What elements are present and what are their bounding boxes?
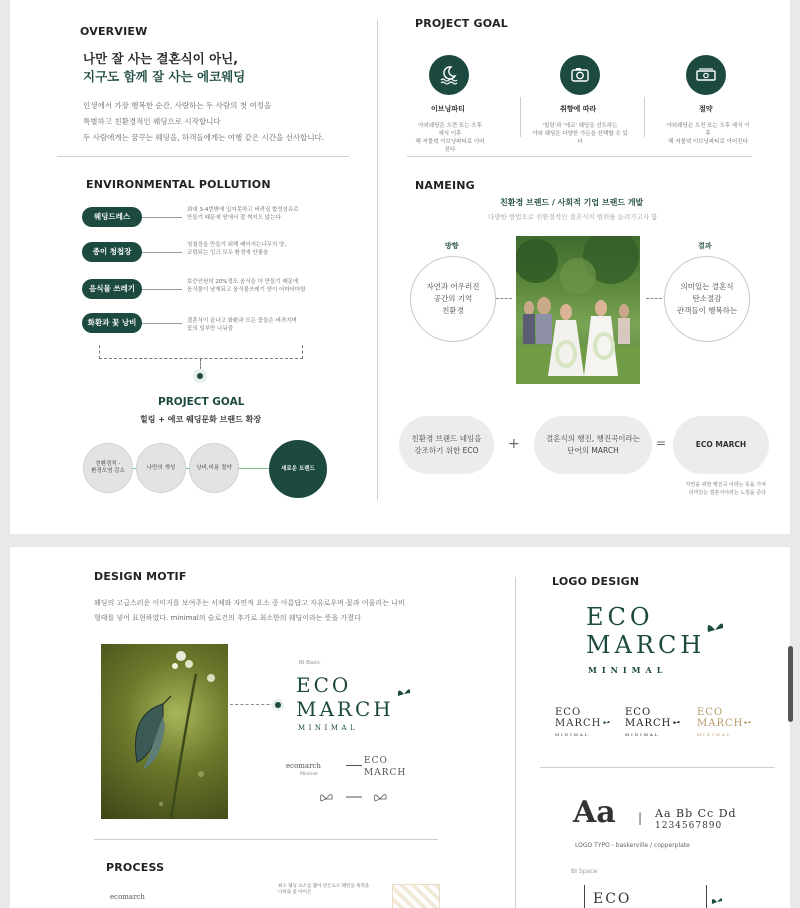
butterfly-sketch-icon bbox=[316, 787, 406, 811]
pollution-item-wedding-dress: 웨딩드레스 bbox=[82, 207, 142, 227]
guide-line bbox=[584, 885, 585, 908]
overview-body-line: 인생에서 가장 행복한 순간, 사랑하는 두 사람의 첫 여정을 bbox=[83, 101, 272, 110]
goal-label: 취향에 따라 bbox=[560, 105, 597, 113]
connector bbox=[646, 298, 662, 299]
logo-large-eco: ECO bbox=[586, 603, 654, 631]
connector bbox=[142, 323, 182, 324]
overview-headline-2: 지구도 함께 잘 사는 에코웨딩 bbox=[83, 69, 246, 84]
goal-desc: 야외웨딩은 오전 또는 오후 예식 이후 해 저물녘 이브닝파티로 이어진다 bbox=[415, 123, 485, 153]
goal-desc: 야외웨딩은 오전 또는 오후 예식 이후 해 저물녘 이브닝파티로 이어진다 bbox=[666, 123, 750, 145]
bi-basic-label: BI Basic bbox=[299, 660, 321, 666]
formula-note: 자연을 위한 행진곡 이라는 뜻을 가져 의미있는 결혼식이라는 느낌을 준다 bbox=[685, 482, 766, 496]
formula-eco: 친환경 브랜드 네임을 강조하기 위한 ECO bbox=[399, 416, 494, 474]
bracket-line bbox=[99, 345, 303, 359]
connector bbox=[496, 298, 512, 299]
typo-letters: Aa Bb Cc Dd bbox=[655, 807, 737, 820]
logo-large-minimal: MINIMAL bbox=[588, 665, 668, 675]
scrollbar-thumb[interactable] bbox=[788, 646, 793, 722]
logo-design-title: LOGO DESIGN bbox=[552, 575, 640, 588]
bi-space-label: BI Space bbox=[571, 868, 598, 875]
goal-desc: '힐링'과 '에코' 웨딩을 선도하는 야외 웨딩은 다양한 가든을 선택할 수 있다 bbox=[532, 123, 628, 145]
logo-variant-gold: ECO MARCH MINIMAL bbox=[697, 707, 744, 737]
connector bbox=[142, 289, 182, 290]
pollution-item-flowers: 화환과 꽃 낭비 bbox=[82, 313, 142, 333]
pollution-title: ENVIRONMENTAL POLLUTION bbox=[86, 178, 271, 191]
overview-body-line: 두 사람에게는 꿈꾸는 웨딩을, 하객들에게는 여행 같은 시간을 선사합니다. bbox=[83, 133, 325, 142]
direction-label: 방향 bbox=[445, 242, 459, 250]
divider bbox=[57, 156, 349, 157]
pollution-desc: 청첩장을 만들기 위해 베어지는나무의 양, 코팅되는 잉크 모두 환경에 안좋음 bbox=[187, 242, 287, 256]
divider bbox=[520, 97, 521, 137]
divider bbox=[94, 839, 438, 840]
process-title: PROCESS bbox=[106, 861, 165, 874]
direction-circle: 자연과 어우러진 공간의 기억 친환경 bbox=[410, 256, 496, 342]
process-word: ecomarch bbox=[110, 893, 145, 901]
camera-icon bbox=[560, 55, 600, 95]
logo-large-march: MARCH bbox=[586, 631, 706, 659]
goal-subtitle: 힐링 + 에코 웨딩문화 브랜드 확장 bbox=[140, 415, 262, 424]
goal-circle-highlight: 새로운 트렌드 bbox=[269, 440, 327, 498]
column-divider bbox=[515, 577, 516, 908]
column-divider bbox=[377, 20, 378, 500]
logo-minimal: MINIMAL bbox=[298, 724, 359, 732]
butterfly-icon bbox=[704, 617, 726, 643]
bi-space-eco: ECO bbox=[593, 891, 632, 907]
equals-sign: = bbox=[656, 436, 667, 450]
goal-circle: 친환경적 - 환경오염 감소 bbox=[83, 443, 133, 493]
plus-sign: + bbox=[508, 436, 520, 452]
pattern-swatch bbox=[392, 884, 440, 908]
overview-headline-1: 나만 잘 사는 결혼식이 아닌, bbox=[83, 51, 238, 66]
naming-title: NAMEING bbox=[415, 179, 475, 192]
moon-wave-icon bbox=[429, 55, 469, 95]
typo-caption: LOGO TYPO - baskerville / copperplate bbox=[575, 842, 690, 849]
goal-circle: 나만의 개성 bbox=[136, 443, 186, 493]
arrow bbox=[346, 765, 362, 766]
pollution-item-food-waste: 음식물 쓰레기 bbox=[82, 279, 142, 299]
wedding-photo bbox=[516, 236, 640, 384]
overview-title: OVERVIEW bbox=[80, 25, 148, 38]
overview-body bbox=[83, 98, 324, 146]
target-dot-center bbox=[197, 373, 203, 379]
divider bbox=[644, 97, 645, 137]
connector bbox=[142, 252, 182, 253]
guide-line bbox=[706, 885, 707, 908]
page-one bbox=[10, 0, 790, 534]
connector bbox=[142, 217, 182, 218]
formula-result: ECO MARCH bbox=[673, 416, 769, 474]
formula-march: 결혼식의 행진, 행진곡이라는 단어의 MARCH bbox=[534, 416, 652, 474]
sketch-sub: Minimal bbox=[300, 772, 318, 777]
naming-subtitle: 친환경 브랜드 / 사회적 기업 브랜드 개발 bbox=[500, 198, 644, 207]
bracket-stem bbox=[200, 359, 201, 369]
divider bbox=[407, 156, 752, 157]
butterfly-photo bbox=[101, 644, 228, 819]
money-icon bbox=[686, 55, 726, 95]
butterfly-icon bbox=[710, 893, 724, 908]
goal-title: PROJECT GOAL bbox=[158, 396, 245, 408]
butterfly-icon bbox=[743, 712, 752, 731]
sketch-word: ecomarch bbox=[286, 762, 321, 770]
sketch-eco: ECO bbox=[364, 756, 388, 766]
butterfly-icon bbox=[602, 712, 611, 731]
goal-label: 절약 bbox=[699, 105, 713, 113]
butterfly-icon bbox=[395, 684, 413, 706]
logo-variant-black: ECO MARCH MINIMAL bbox=[625, 707, 672, 737]
process-note: 최소 웨딩 요소를 뽑아 만든요소 패턴을 목적을 나비와 꽃 아이콘 bbox=[278, 884, 370, 895]
logo-variant-dark: ECO MARCH MINIMAL bbox=[555, 707, 602, 737]
typo-bar: | bbox=[638, 811, 643, 825]
goal-label: 이브닝파티 bbox=[431, 105, 465, 113]
project-goal-title: PROJECT GOAL bbox=[415, 17, 508, 30]
logo-march: MARCH bbox=[296, 697, 394, 721]
target-dot-center bbox=[275, 702, 281, 708]
butterfly-icon bbox=[672, 712, 681, 731]
overview-body-line: 특별하고 친환경적인 웨딩으로 시작합니다 bbox=[83, 117, 221, 126]
sketch-march: MARCH bbox=[364, 768, 407, 778]
motif-body: 웨딩의 고급스러운 이미지를 보여주는 서체와 자연적 요소 중 아름답고 자유로우며 꽃과 어울리는 나비 형태를 넣어 표현하였다. minimal의 슬로건의 추가로 최소한의 웨딩이라는 뜻을 가졌다 bbox=[94, 599, 405, 622]
divider bbox=[540, 767, 775, 768]
motif-title: DESIGN MOTIF bbox=[94, 570, 187, 583]
pollution-item-paper-invitation: 종이 청첩장 bbox=[82, 242, 142, 262]
pollution-desc: 최대 3-4번밖에 입지못하고 버려짐 합성섬유로 만들기 때문에 땅에서 잘 썩지도 않는다 bbox=[187, 207, 299, 221]
typo-numbers: 1234567890 bbox=[655, 821, 723, 831]
result-circle: 의미있는 결혼식 탄소절감 관객들이 행복하는 bbox=[664, 256, 750, 342]
page-two bbox=[10, 547, 790, 908]
pollution-desc: 결혼식이 끝나고 화환과 모든 꽃들은 버려지며 꽃의 일부만 나눠줌 bbox=[187, 318, 297, 332]
typo-big: Aa bbox=[573, 795, 616, 830]
pollution-desc: 보증인원의 20%정도 음식을 더 만들기 때문에 음식물이 남게되고 음식물쓰레기 양이 어마어마함 bbox=[187, 279, 306, 293]
naming-desc: 다양한 방법으로 친환경적인 결혼식의 범위를 늘려가고자 함 bbox=[488, 213, 658, 221]
logo-eco: ECO bbox=[296, 673, 352, 697]
goal-circle: 낭비,비용 절약 bbox=[189, 443, 239, 493]
result-label: 결과 bbox=[698, 242, 712, 250]
